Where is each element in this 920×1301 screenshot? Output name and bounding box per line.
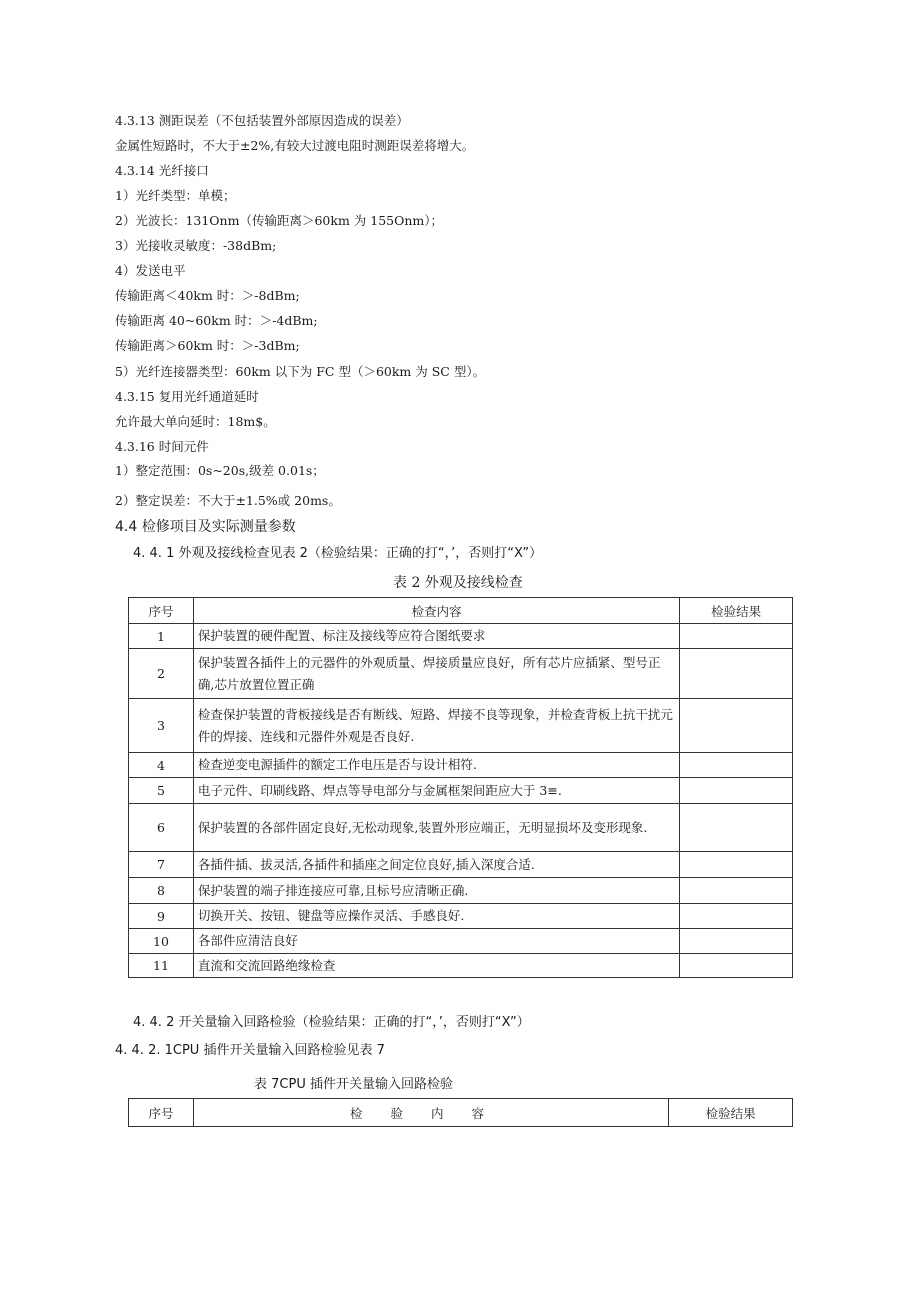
header-content: 检验内容 xyxy=(193,1099,668,1127)
text-line: 3）光接收灵敏度：-38dBm; xyxy=(115,238,277,253)
text-line-4-3-13: 4.3.13 测距误差（不包括装置外部原因造成的误差） xyxy=(115,113,409,128)
table-row xyxy=(129,852,793,878)
header-result: 检验结果 xyxy=(680,598,793,624)
row-content: 各插件插、拔灵活,各插件和插座之间定位良好,插入深度合适. xyxy=(193,852,679,878)
text-line: 5）光纤连接器类型：60km 以下为 FC 型（＞60km 为 SC 型）。 xyxy=(115,364,486,379)
table-row xyxy=(129,778,793,804)
text-line: 1）整定范围：0s~20s,级差 0.01s； xyxy=(115,463,325,478)
row-no: 5 xyxy=(129,778,194,804)
text-line: 传输距离＞60km 时：＞-3dBm; xyxy=(115,338,300,353)
table-row xyxy=(129,753,793,778)
section-heading-4-4-2: 4. 4. 2 开关量输入回路检验（检验结果：正确的打“，’，否则打“X”） xyxy=(133,1015,530,1030)
row-result xyxy=(680,904,793,929)
text-line: 允许最大单向延时：18m$。 xyxy=(115,414,276,429)
row-result xyxy=(680,954,793,978)
row-result xyxy=(680,778,793,804)
row-no: 3 xyxy=(129,699,194,753)
row-no: 10 xyxy=(129,929,194,954)
row-no: 11 xyxy=(129,954,194,978)
row-content: 检查保护装置的背板接线是否有断线、短路、焊接不良等现象，并检查背板上抗干扰元件的焊接、连线和元器件外观是否良好. xyxy=(193,699,679,753)
text-line: 传输距离 40~60km 时：＞-4dBm; xyxy=(115,313,318,328)
text-line-4-3-15: 4.3.15 复用光纤通道延时 xyxy=(115,389,259,404)
row-result xyxy=(680,624,793,649)
table7-caption: 表 7CPU 插件开关量输入回路检验 xyxy=(254,1077,453,1092)
row-content: 保护装置的端子排连接应可靠,且标号应清晰正确. xyxy=(193,878,679,904)
text-line: 1）光纤类型：单模； xyxy=(115,188,236,203)
header-no: 序号 xyxy=(129,598,194,624)
text-line: 金属性短路时，不大于±2%,有较大过渡电阻时测距误差将增大。 xyxy=(115,138,475,153)
header-content: 检查内容 xyxy=(193,598,679,624)
row-content: 各部件应清洁良好 xyxy=(193,929,679,954)
table7 xyxy=(128,1098,793,1127)
section-heading-4-4-2-1: 4. 4. 2. 1CPU 插件开关量输入回路检验见表 7 xyxy=(115,1043,385,1058)
table-row xyxy=(129,699,793,753)
row-no: 7 xyxy=(129,852,194,878)
text-line: 4）发送电平 xyxy=(115,263,186,278)
table-header-row xyxy=(129,1099,793,1127)
row-content: 保护装置的硬件配置、标注及接线等应符合图纸要求 xyxy=(193,624,679,649)
text-line: 传输距离＜40km 时：＞-8dBm; xyxy=(115,288,300,303)
row-content: 电子元件、印刷线路、焊点等导电部分与金属框架间距应大于 3≡. xyxy=(193,778,679,804)
row-result xyxy=(680,649,793,699)
text-line-4-3-16: 4.3.16 时间元件 xyxy=(115,439,209,454)
row-no: 1 xyxy=(129,624,194,649)
row-content: 切换开关、按钮、键盘等应操作灵活、手感良好. xyxy=(193,904,679,929)
section-heading-4-4-1: 4. 4. 1 外观及接线检查见表 2（检验结果：正确的打“，’，否则打“X”） xyxy=(133,546,543,561)
row-result xyxy=(680,699,793,753)
table-row xyxy=(129,929,793,954)
row-result xyxy=(680,753,793,778)
row-result xyxy=(680,852,793,878)
row-result xyxy=(680,929,793,954)
row-no: 4 xyxy=(129,753,194,778)
table-row xyxy=(129,649,793,699)
header-no: 序号 xyxy=(129,1099,194,1127)
row-result xyxy=(680,804,793,852)
row-content: 直流和交流回路绝缘检查 xyxy=(193,954,679,978)
row-no: 8 xyxy=(129,878,194,904)
table-header-row xyxy=(129,598,793,624)
row-no: 6 xyxy=(129,804,194,852)
text-line: 2）光波长：131Onm（传输距离＞60km 为 155Onm）； xyxy=(115,213,444,228)
row-content: 检查逆变电源插件的额定工作电压是否与设计相符. xyxy=(193,753,679,778)
table-row xyxy=(129,878,793,904)
row-content: 保护装置的各部件固定良好,无松动现象,装置外形应端正，无明显损坏及变形现象. xyxy=(193,804,679,852)
table-row xyxy=(129,624,793,649)
text-line: 2）整定误差：不大于±1.5%或 20ms。 xyxy=(115,493,341,508)
header-result: 检验结果 xyxy=(669,1099,793,1127)
table-row xyxy=(129,804,793,852)
table2-caption: 表 2 外观及接线检查 xyxy=(393,575,523,591)
table2 xyxy=(128,597,793,978)
table-row xyxy=(129,954,793,978)
row-no: 9 xyxy=(129,904,194,929)
row-content: 保护装置各插件上的元器件的外观质量、焊接质量应良好，所有芯片应插紧、型号正确,芯片放置位置正确 xyxy=(193,649,679,699)
text-line-4-3-14: 4.3.14 光纤接口 xyxy=(115,163,209,178)
row-no: 2 xyxy=(129,649,194,699)
row-result xyxy=(680,878,793,904)
table-row xyxy=(129,904,793,929)
section-heading-4-4: 4.4 检修项目及实际测量参数 xyxy=(115,519,296,535)
